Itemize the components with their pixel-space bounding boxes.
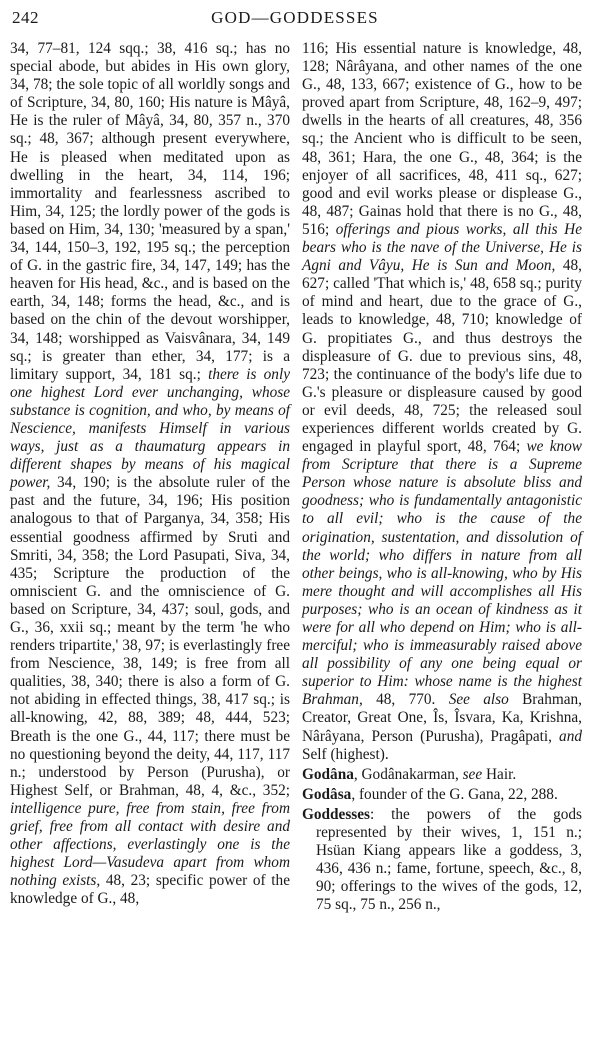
page-header xyxy=(12,8,578,32)
entry-text: Brahman, Creator, Great One, Îs, Îsvara, Ka, Krishna, Nârâyana, Person (Purusha), Pragâpati, xyxy=(302,691,583,745)
quotation: intelligence pure, free from stain, free from grief, free from all contact with desire and other affections, everlastingly one is the highest Lord—Vasudeva apart from whom nothing exists, xyxy=(10,799,290,890)
entry-text: , Godânakarman, xyxy=(353,765,459,783)
entry-text: 48, 770. xyxy=(376,691,436,709)
entry-headword: Godâna xyxy=(302,765,354,783)
index-entry-goddesses xyxy=(302,806,582,915)
entry-text: 34, 190; is the absolute ruler of the past and the future, 34, 196; His position analogous to that of Parganya, 34, 358; His essential goodness affirmed by Sruti and Smriti, 34, 358; the Lord Pasupati, Siva, 34, 435; Scripture the production of the omniscient G. and the omniscience of G. based on Scripture, 34, 437; soul, gods, and G., 36, xxii sq.; meant by the term 'he who renders tripartite,' 38, 97; is everlastingly free from Nescience, 38, 149; is free from all qualities, 38, 340; there is also a form of G. not abiding in effected things, 38, 417 sq.; is all-knowing, 42, 88, 389; 48, 444, 523; Breath is the one G., 44, 117; there must be no questioning beyond the deity, 44, 117, 117 n.; understood by Person (Purusha), or Highest Self, or Brahman, 48, 4, &c., 352; xyxy=(10,474,290,799)
right-column xyxy=(302,40,582,915)
index-entry-godana xyxy=(302,766,582,784)
left-column xyxy=(10,40,290,909)
see-label: see xyxy=(462,765,483,783)
see-also-label: See also xyxy=(448,691,509,709)
running-head: GOD—GODDESSES xyxy=(211,8,379,27)
entry-text: Self (highest). xyxy=(302,745,389,763)
entry-text: 116; His essential nature is knowledge, 48, 128; Nârâyana, and other names of the one G., 48, 133, 667; existence of G., how to be proved apart from Scripture, 48, 162–9, 497; dwells in the hearts of all creatures, 48, 356 sq.; the Ancient who is difficult to be seen, 48, 361; Hara, the one G., 48, 364; is the enjoyer of all sacrifices, 48, 411 sq., 627; good and evil works please or displease G., 48, 487; Gainas hold that there is no G., 48, 516; xyxy=(302,40,582,238)
quotation: offerings and pious works, all this He bears who is the nave of the Universe, He is Agni and Vâyu, He is Sun and Moon, xyxy=(302,220,583,275)
entry-text: 48, 627; called 'That which is,' 48, 658 sq.; purity of mind and heart, due to the grace of G., leads to knowledge, 48, 710; knowledge of G. propitiates G., and thus destroys the displeasure of G. due to previous sins, 48, 723; the continuance of the body's life due to G.'s pleasure or displeasure caused by good or evil deeds, 48, 725; the released soul experiences different worlds created by G. engaged in playful sport, 48, 764; xyxy=(302,257,582,456)
conjunction: and xyxy=(559,727,582,745)
index-entry-godasa xyxy=(302,786,582,804)
entry-headword: Godâsa xyxy=(302,785,352,803)
god-entry-continuation xyxy=(302,40,582,764)
page-number: 242 xyxy=(12,8,39,27)
cross-reference: Hair. xyxy=(485,765,517,783)
entry-text: 48, 23; specific power of the knowledge of G., 48, xyxy=(10,872,290,908)
god-entry-continuation xyxy=(10,40,290,909)
entry-headword: Goddesses xyxy=(302,805,370,823)
quotation: there is only one highest Lord ever unchanging, whose substance is cognition, and who, by means of Nescience, manifests Himself in various ways, just as a thaumaturg appears in different shapes by means of his magical power, xyxy=(10,365,290,492)
entry-text: , founder of the G. Gana, 22, 288. xyxy=(351,785,558,803)
entry-text: 34, 77–81, 124 sqq.; 38, 416 sq.; has no special abode, but abides in His own glory, 34, 78; the sole topic of all worldly songs and of Scripture, 34, 80, 160; His nature is Mâyâ, He is the ruler of Mâyâ, 34, 80, 357 n., 370 sq.; 48, 367; although present everywhere, He is pleased when meditated upon as dwelling in the heart, 34, 114, 196; immortality and fearlessness ascribed to Him, 34, 125; the lordly power of the gods is based on Him, 34, 130; 'measured by a span,' 34, 144, 150–3, 192, 195 sq.; the perception of G. in the gastric fire, 34, 147, 149; has the heaven for His head, &c., and is based on the earth, 34, 148; forms the head, &c., and is based on the chin of the devout worshipper, 34, 148; worshipped as Vaisvânara, 34, 149 sq.; is greater than ether, 34, 177; is a limitary support, 34, 181 sq.; xyxy=(10,40,290,383)
entry-text: : the powers of the gods represented by their wives, 1, 151 n.; Hsüan Kiang appears like a goddess, 3, 436, 436 n.; fame, fortune, speech, &c., 8, 90; offerings to the wives of the gods, 12, 75 sq., 75 n., 256 n., xyxy=(316,805,582,914)
quotation: we know from Scripture that there is a Supreme Person whose nature is absolute bliss and goodness; who is fundamentally antagonistic to all evil; who is the cause of the origination, sustentation, and dissolution of the world; who differs in nature from all other beings, who is all-knowing, who by His mere thought and will accomplishes all His purposes; who is an ocean of kindness as it were for all who depend on Him; who is all-merciful; who is immeasurably raised above all possibility of any one being equal or superior to Him: whose name is the highest Brahman, xyxy=(302,438,583,709)
